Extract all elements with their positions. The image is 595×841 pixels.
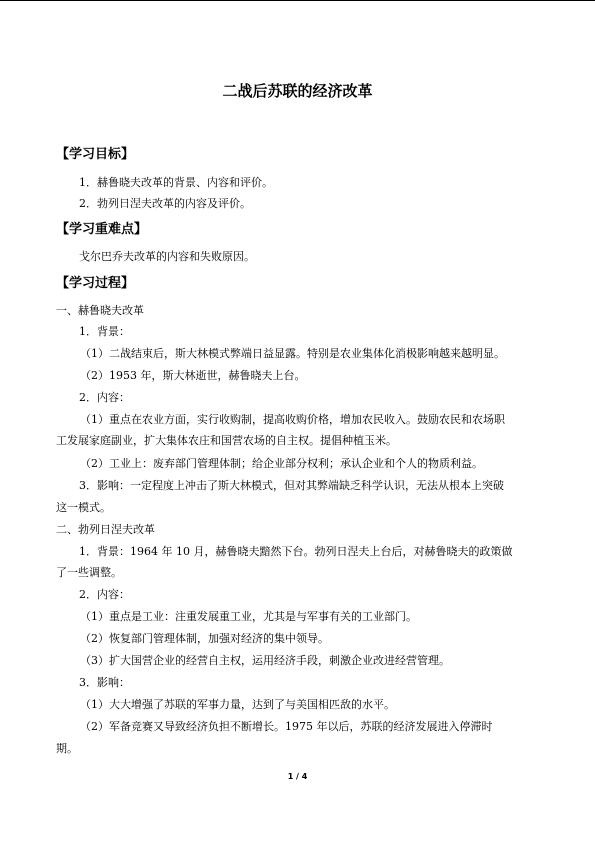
section2-i2-line1: （2）军备竞赛又导致经济负担不断增长。1975 年以后，苏联的经济发展进入停滞时 <box>80 720 493 733</box>
heading-key-points: 【学习重难点】 <box>56 222 148 237</box>
key-points-text: 戈尔巴乔夫改革的内容和失败原因。 <box>79 250 255 263</box>
goal-item: 2．勃列日涅夫改革的内容及评价。 <box>79 197 251 210</box>
section2-c3: （3）扩大国营企业的经营自主权，运用经济手段，刺激企业改进经营管理。 <box>80 654 450 667</box>
goal-item: 1．赫鲁晓夫改革的背景、内容和评价。 <box>79 176 273 189</box>
section1-background-label: 1．背景： <box>79 325 130 338</box>
section2-c2: （2）恢复部门管理体制，加强对经济的集中领导。 <box>80 632 329 645</box>
top-rule <box>0 0 595 1</box>
heading-learning-process: 【学习过程】 <box>56 276 135 291</box>
section1-impact-line1: 3．影响：一定程度上冲击了斯大林模式，但对其弊端缺乏科学认识，无法从根本上突破 <box>79 479 504 492</box>
section2-title: 二、勃列日涅夫改革 <box>56 523 155 536</box>
section2-i1: （1）大大增强了苏联的军事力量，达到了与美国相匹敌的水平。 <box>80 698 395 711</box>
section2-bg-line2: 了一些调整。 <box>56 566 122 579</box>
section1-c1-line1: （1）重点在农业方面，实行收购制，提高收购价格，增加农民收入。鼓励农民和农场职 <box>80 413 505 426</box>
heading-learning-goals: 【学习目标】 <box>56 147 135 162</box>
section2-impact-label: 3．影响： <box>79 676 130 689</box>
page-number: 1 / 4 <box>287 772 308 781</box>
section2-c1: （1）重点是工业：注重发展重工业，尤其是与军事有关的工业部门。 <box>80 610 417 623</box>
section1-impact-line2: 这一模式。 <box>56 501 111 514</box>
section1-title: 一、赫鲁晓夫改革 <box>56 304 144 317</box>
section2-i2-line2: 期。 <box>56 742 78 755</box>
section1-c1-line2: 工发展家庭副业，扩大集体农庄和国营农场的自主权。提倡种植玉米。 <box>56 434 397 447</box>
section2-content-label: 2．内容： <box>79 588 130 601</box>
section1-content-label: 2．内容： <box>79 391 130 404</box>
section1-bg2: （2）1953 年，斯大林逝世，赫鲁晓夫上台。 <box>80 369 306 382</box>
page-title: 二战后苏联的经济改革 <box>222 82 373 100</box>
section1-bg1: （1）二战结束后，斯大林模式弊端日益显露。特别是农业集体化消极影响越来越明显。 <box>80 347 505 360</box>
section1-c2: （2）工业上：废弃部门管理体制；给企业部分权利；承认企业和个人的物质利益。 <box>80 457 483 470</box>
section2-bg-line1: 1．背景：1964 年 10 月，赫鲁晓夫黯然下台。勃列日涅夫上台后，对赫鲁晓夫的政策做 <box>79 545 513 558</box>
